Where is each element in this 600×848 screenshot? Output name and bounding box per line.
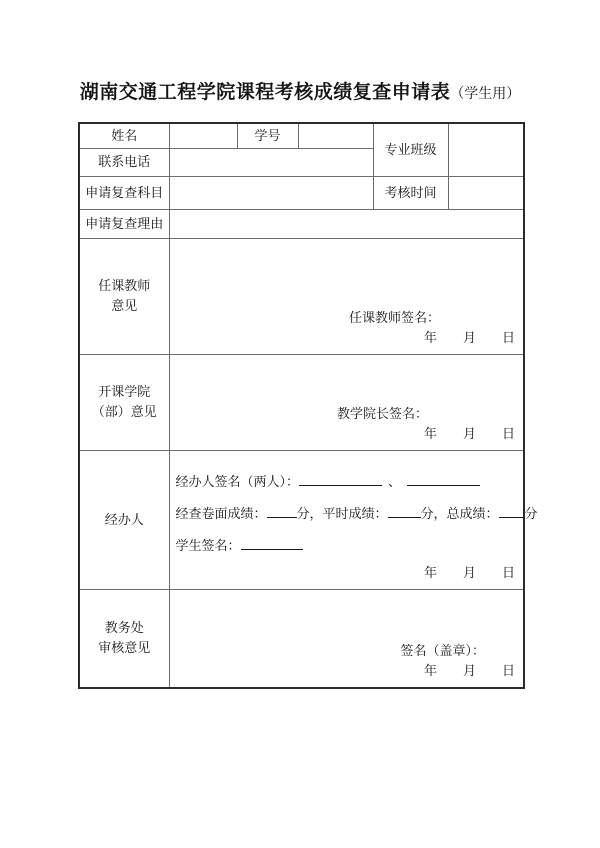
- page-title: [0, 80, 600, 108]
- college-opinion-label-line2: （部）意见: [91, 404, 157, 419]
- college-opinion-label-line1: 开课学院: [98, 384, 151, 399]
- office-opinion-area[interactable]: [169, 589, 524, 688]
- name-label: 姓名: [79, 123, 169, 148]
- student-id-input-cell[interactable]: [298, 123, 373, 148]
- student-signature-blank[interactable]: [241, 537, 303, 549]
- major-class-label: 专业班级: [373, 123, 448, 176]
- total-score-blank[interactable]: [499, 505, 525, 517]
- college-opinion-area[interactable]: [169, 354, 524, 450]
- office-opinion-label-line2: 审核意见: [98, 640, 151, 656]
- row-handler: [79, 450, 524, 589]
- handler-signature-blank-2[interactable]: [407, 473, 480, 485]
- office-date-line: 年 月 日: [423, 663, 515, 678]
- row-reason: [79, 209, 524, 238]
- handler-label: 经办人: [79, 450, 169, 589]
- score-line: [175, 498, 538, 530]
- phone-input-cell[interactable]: [169, 148, 373, 176]
- teacher-opinion-label-line2: 意见: [111, 298, 138, 313]
- total-score-label: 分，总成绩：: [420, 505, 499, 521]
- student-id-label: 学号: [237, 123, 298, 148]
- phone-label: 联系电话: [79, 148, 169, 176]
- exam-time-input-cell[interactable]: [448, 176, 524, 209]
- handler-area[interactable]: [169, 450, 538, 589]
- office-signature-label: 签名（盖章）：: [400, 643, 485, 658]
- major-class-input-cell[interactable]: [448, 123, 524, 176]
- row-college-opinion: [79, 354, 524, 450]
- row-office-opinion: [79, 589, 524, 688]
- paper-score-label: 经查卷面成绩：: [175, 505, 267, 521]
- office-opinion-label-line1: 教务处: [104, 620, 144, 636]
- review-subject-input-cell[interactable]: [169, 176, 373, 209]
- handler-signature-blank-1[interactable]: [299, 473, 382, 485]
- score-unit-suffix: 分: [524, 505, 538, 521]
- teacher-signature-label: 任课教师签名：: [348, 309, 440, 325]
- handler-signature-line: [176, 466, 524, 498]
- college-opinion-label: [79, 354, 169, 450]
- name-input-cell[interactable]: [169, 123, 237, 148]
- office-opinion-label: [79, 589, 169, 688]
- exam-time-label: 考核时间: [373, 176, 448, 209]
- teacher-opinion-label: [79, 238, 169, 354]
- handler-signature-separator: 、: [388, 473, 402, 489]
- handler-signature-prefix: 经办人签名（两人）：: [175, 473, 300, 489]
- teacher-opinion-label-line1: 任课教师: [98, 278, 151, 293]
- row-subject-time: [79, 176, 524, 209]
- review-reason-label: 申请复查理由: [79, 209, 169, 238]
- row-name-id: [79, 123, 524, 148]
- row-teacher-opinion: [79, 238, 524, 354]
- student-signature-line: [176, 530, 524, 562]
- teacher-date-line: 年 月 日: [423, 329, 515, 345]
- title-main-text: 湖南交通工程学院课程考核成绩复查申请表: [79, 82, 451, 103]
- review-reason-input-cell[interactable]: [169, 209, 524, 238]
- paper-score-blank[interactable]: [267, 505, 297, 517]
- regular-score-blank[interactable]: [388, 505, 421, 517]
- handler-date-line: 年 月 日: [423, 564, 515, 580]
- application-form-table: [78, 122, 538, 689]
- regular-score-label: 分，平时成绩：: [296, 505, 388, 521]
- title-suffix-text: （学生用）: [450, 87, 521, 102]
- student-signature-label: 学生签名：: [175, 537, 241, 553]
- dean-signature-label: 教学院长签名：: [336, 405, 428, 421]
- review-subject-label: 申请复查科目: [79, 176, 169, 209]
- teacher-opinion-area[interactable]: [169, 238, 524, 354]
- college-date-line: 年 月 日: [423, 425, 515, 441]
